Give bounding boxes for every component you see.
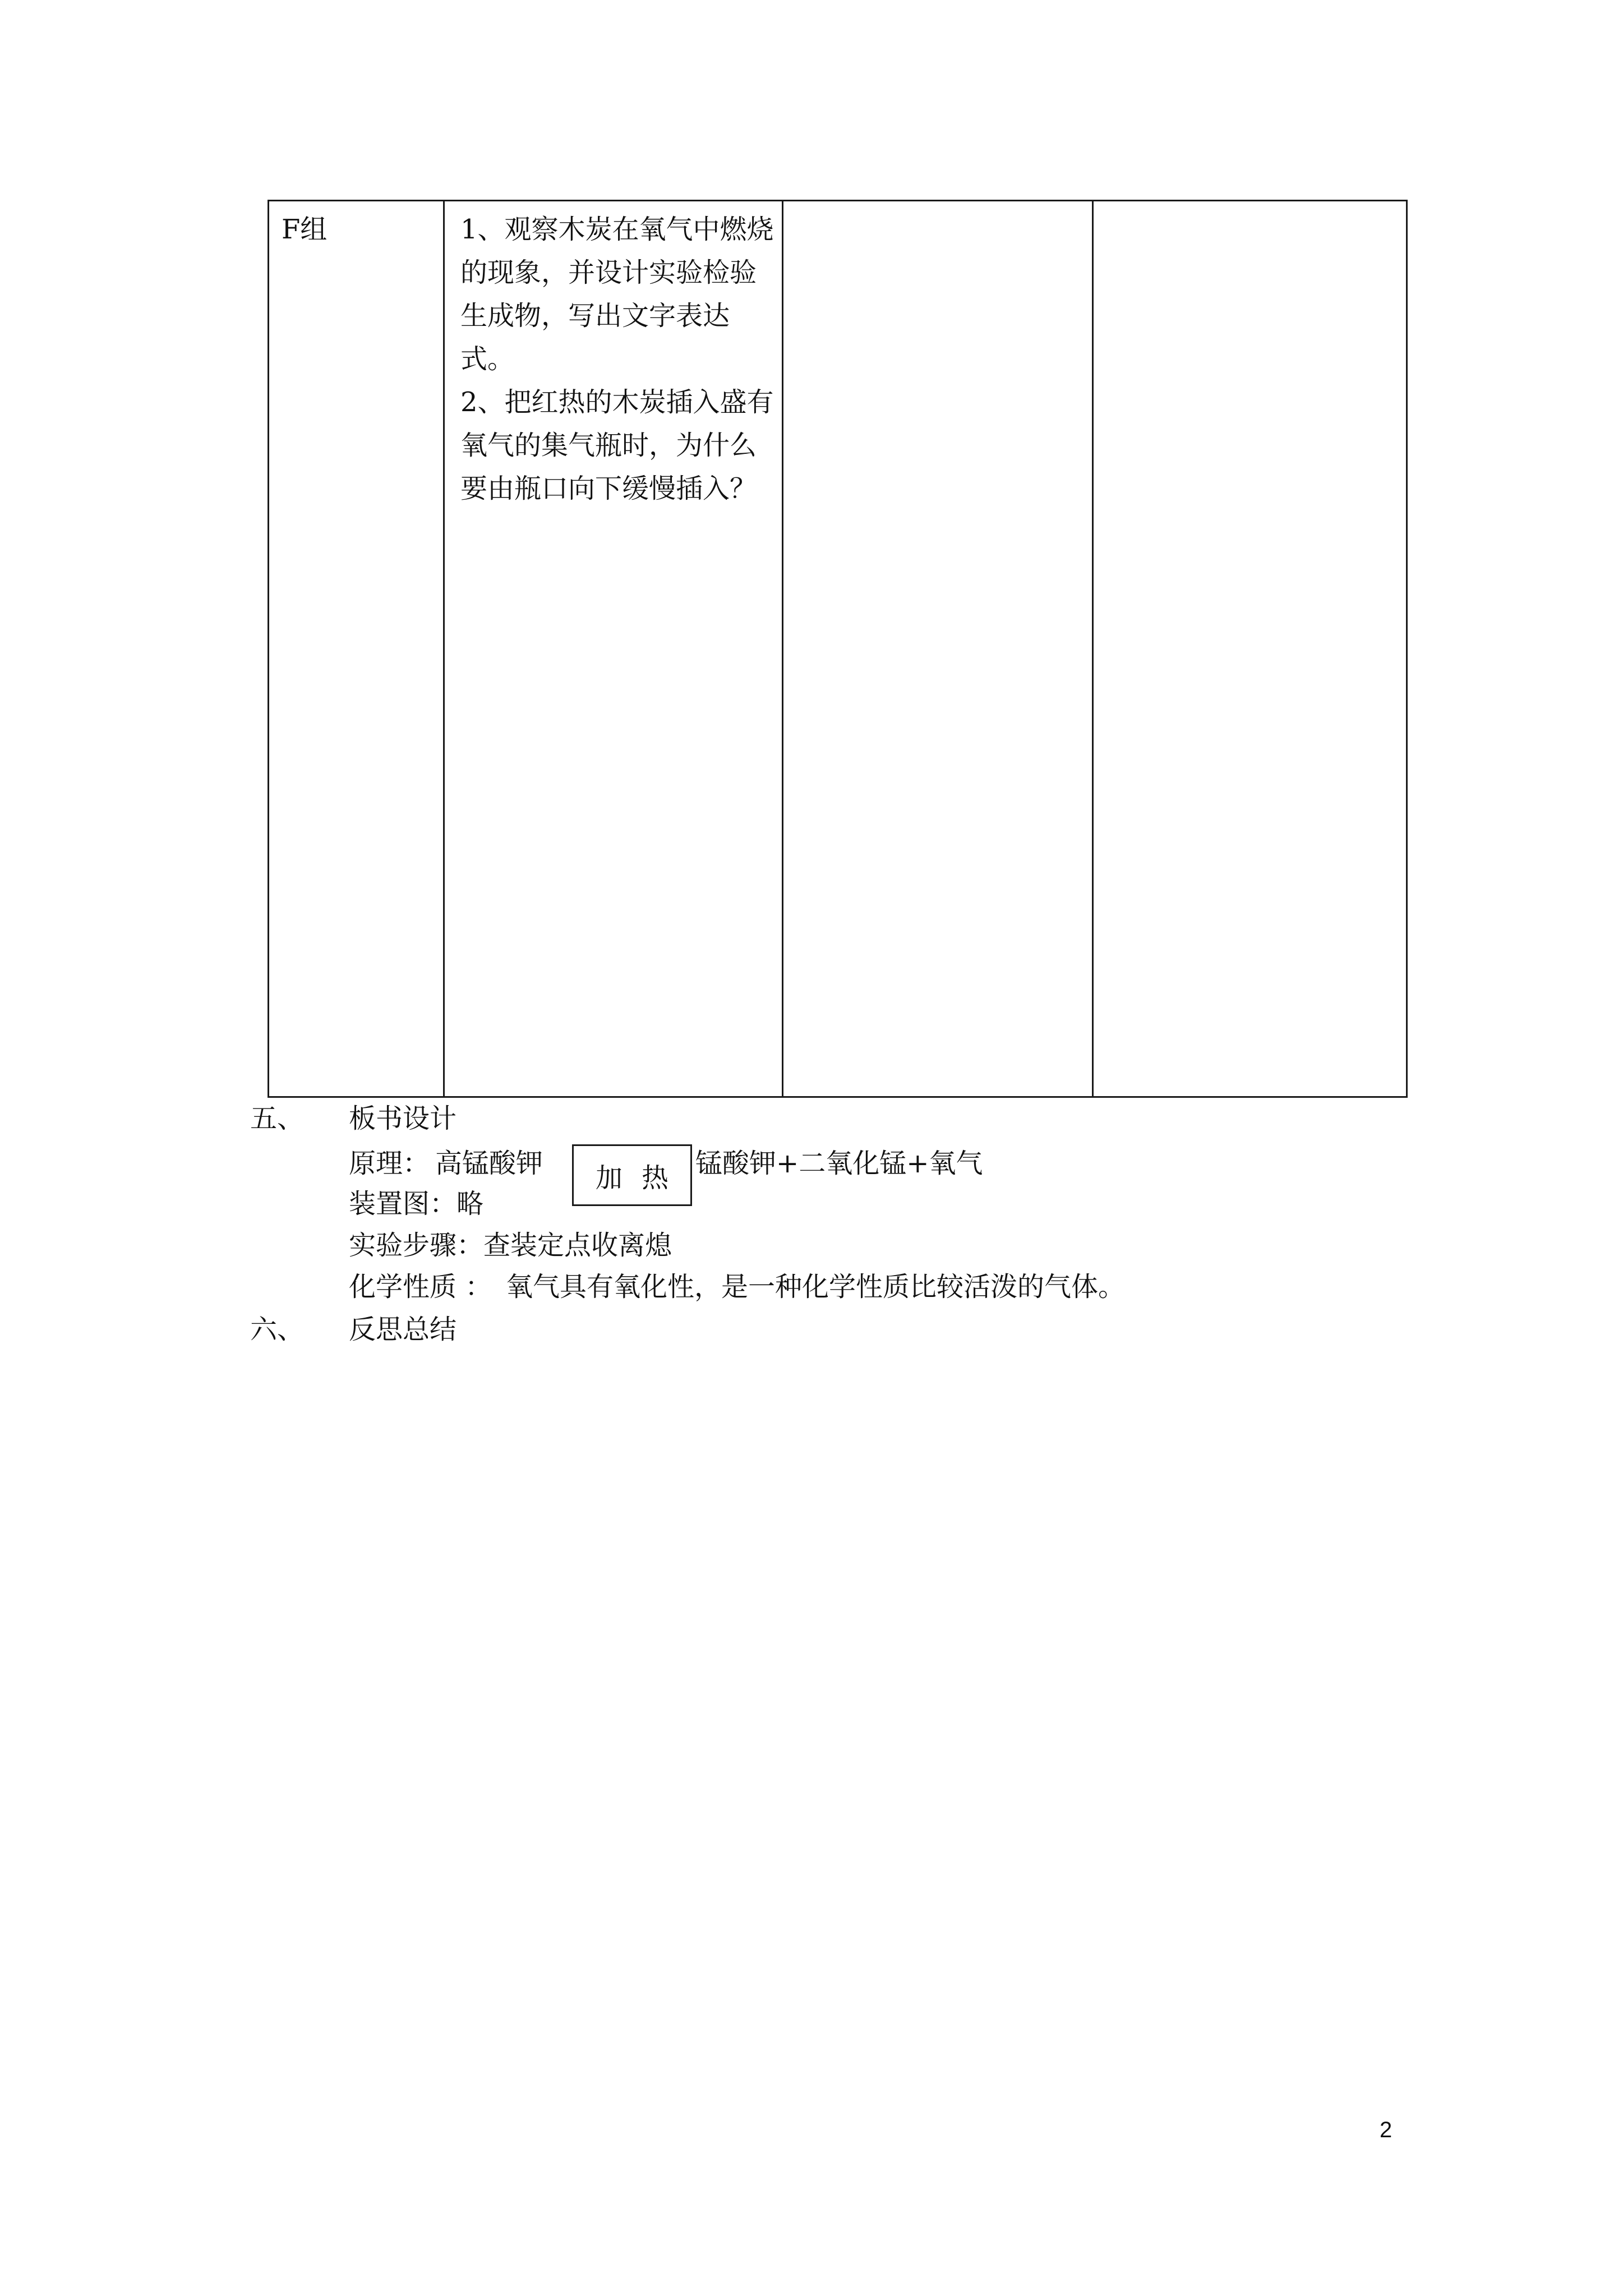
group-cell — [269, 201, 444, 1097]
page-number: 2 — [1380, 2118, 1393, 2142]
steps-line: 实验步骤：查装定点收离熄 — [349, 1230, 672, 1261]
task-item-2: 2、把红热的木炭插入盛有氧气的集气瓶时，为什么要由瓶口向下缓慢插入？ — [460, 386, 774, 504]
empty-cell-4 — [1093, 201, 1407, 1097]
task-cell — [444, 201, 783, 1097]
section5-title: 板书设计 — [349, 1103, 457, 1134]
principle-reactant: 高锰酸钾 — [435, 1148, 543, 1179]
chem-property-label: 化学性质 ： — [349, 1271, 492, 1303]
group-label: F组 — [282, 214, 328, 245]
section6-number: 六、 — [250, 1314, 305, 1345]
chem-property-text: 氧气具有氧化性，是一种化学性质比较活泼的气体。 — [506, 1271, 1126, 1303]
empty-cell-3 — [783, 201, 1093, 1097]
principle-label: 原理： — [349, 1148, 430, 1179]
table-row — [269, 201, 1407, 1097]
principle-products: 锰酸钾+二氧化锰+氧气 — [695, 1148, 983, 1179]
apparatus-line: 装置图：略 — [349, 1188, 484, 1220]
experiment-table — [268, 200, 1408, 1098]
task-item-1: 1、观察木炭在氧气中燃烧的现象，并设计实验检验生成物，写出文字表达式。 — [460, 214, 774, 375]
section5-number: 五、 — [250, 1103, 305, 1134]
heating-condition-box: 加热 — [572, 1144, 692, 1206]
section6-title: 反思总结 — [349, 1314, 457, 1345]
